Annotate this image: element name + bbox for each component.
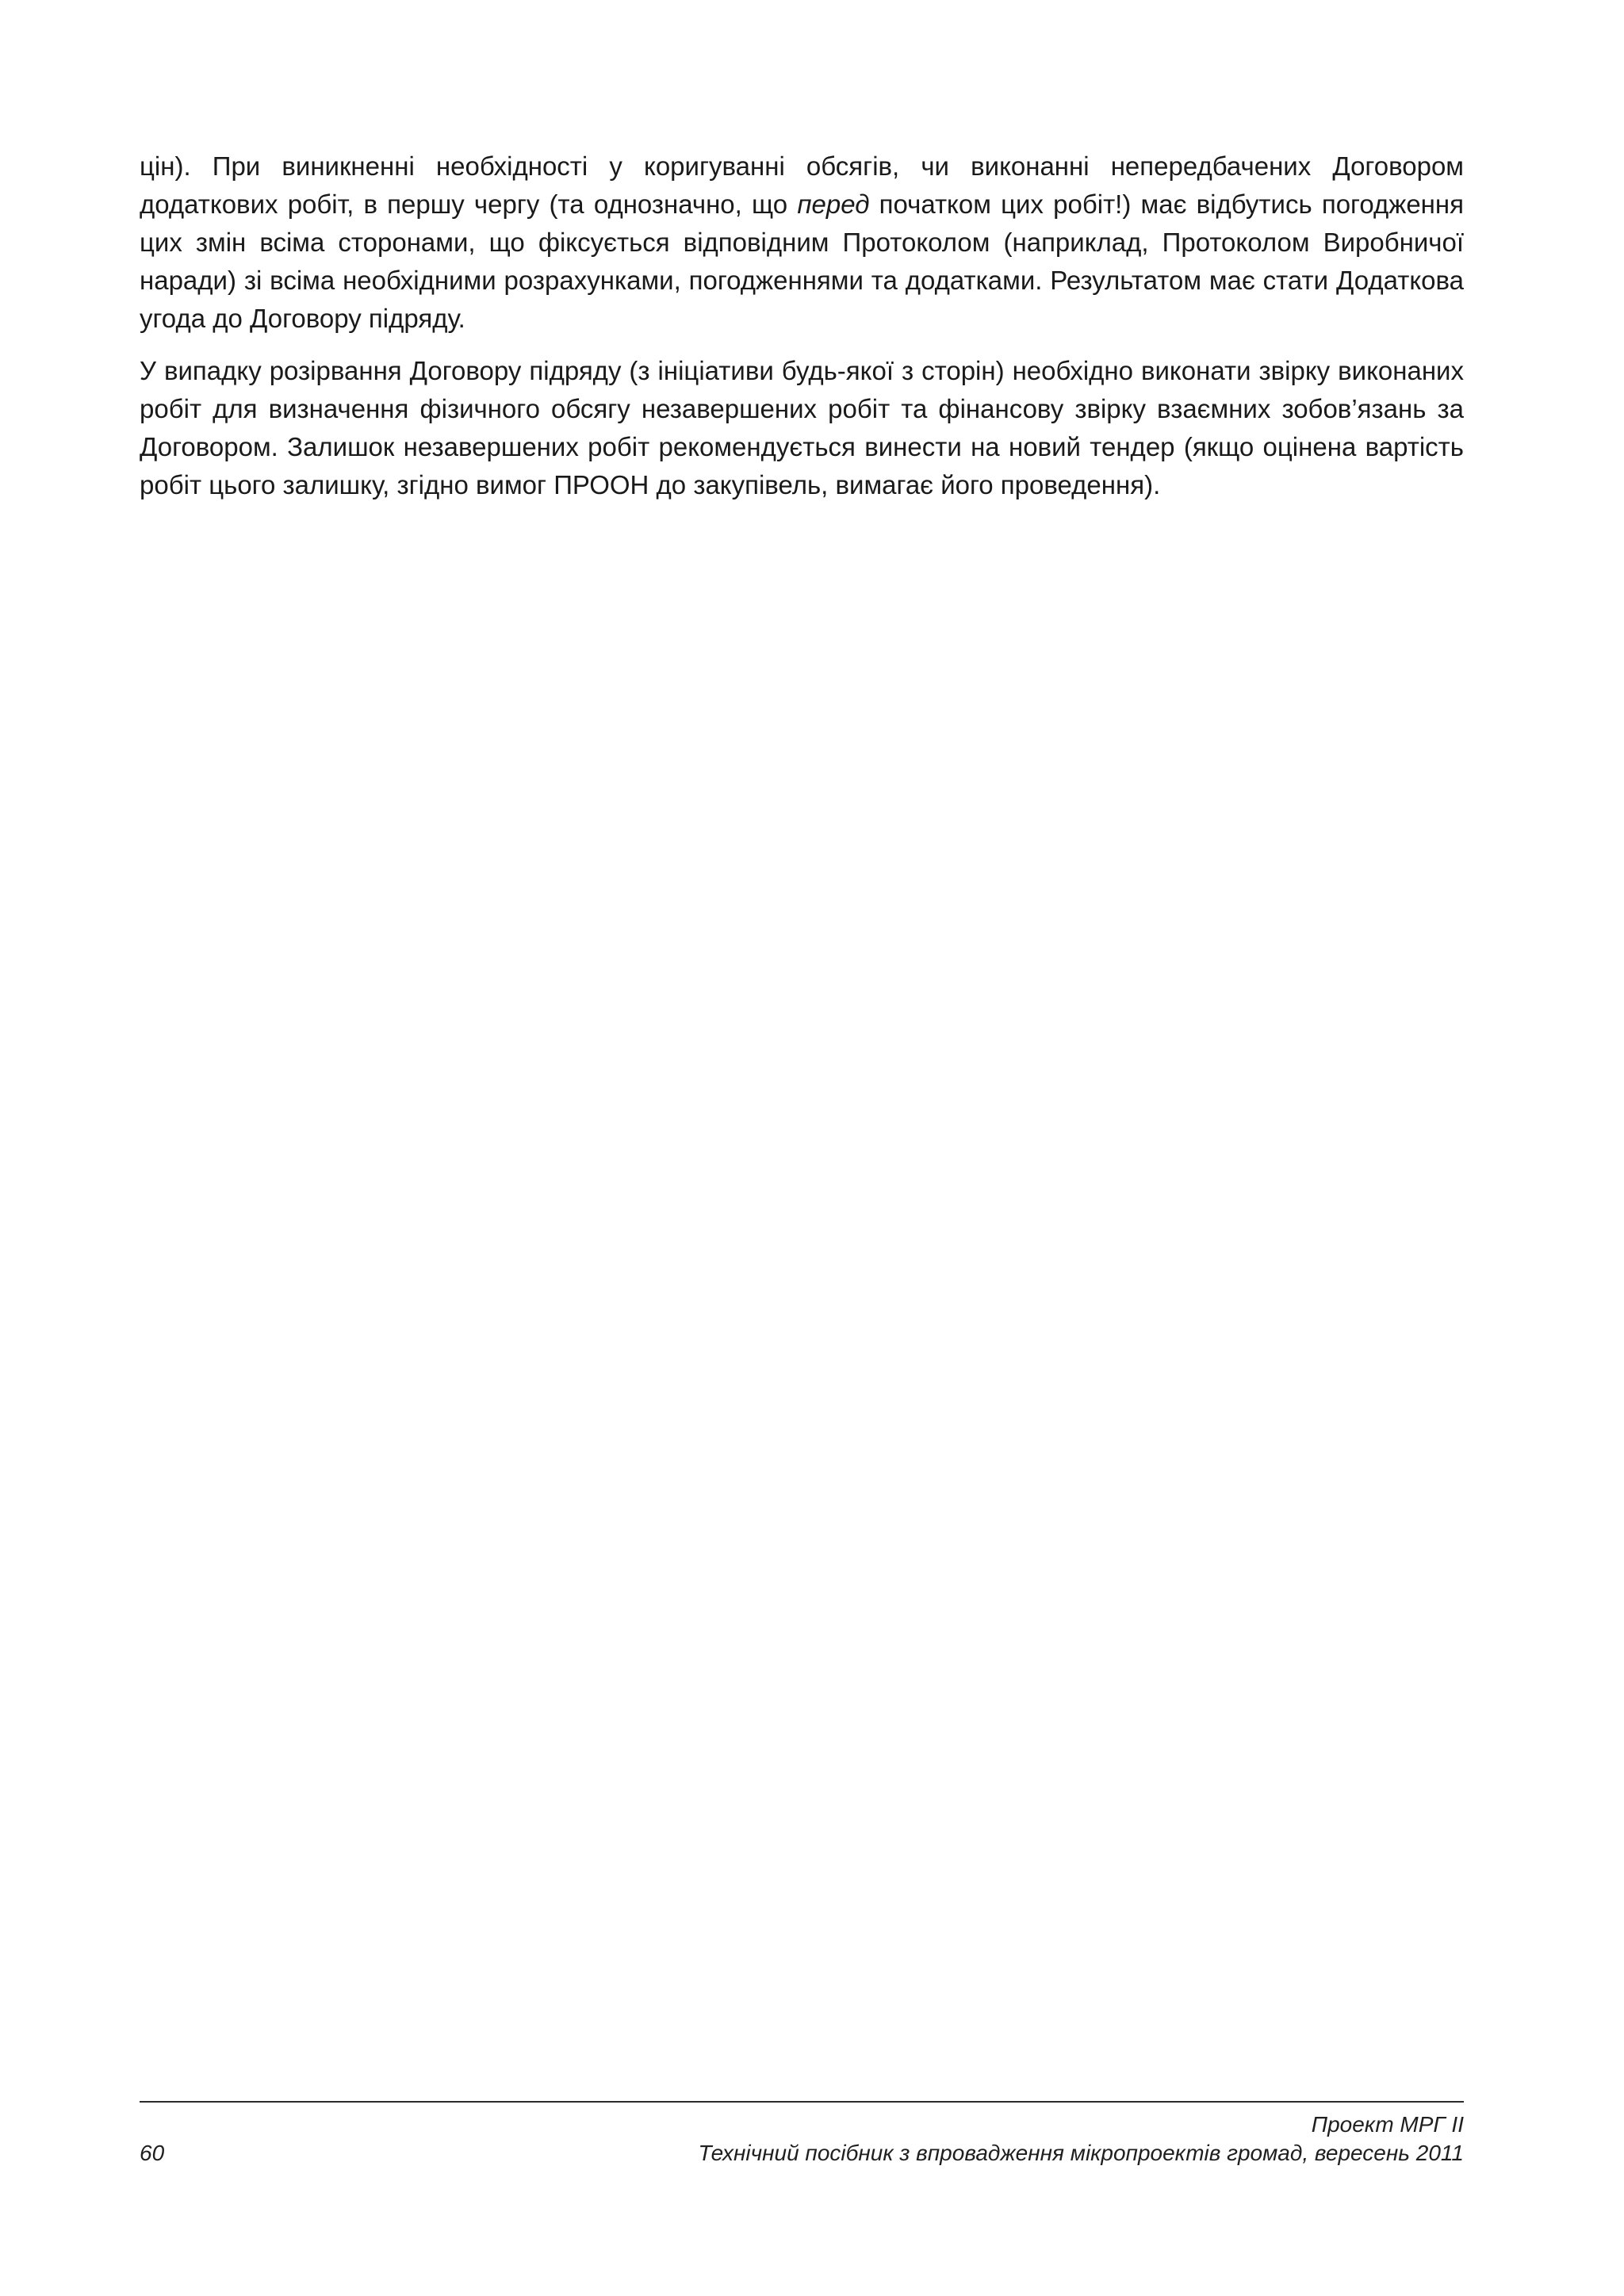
footer-project-name: Проект МРГ ІІ: [1311, 2112, 1464, 2137]
paragraph-1-text-start: цін). При виникненні необхідності у коригуванні обсягів, чи виконанні непередбачених Договором додаткових робіт, в першу чергу (та однозначно, що: [140, 151, 1464, 219]
paragraph-1-text-end: початком цих робіт!) має відбутись погодження цих змін всіма сторонами, що фіксується відповідним Протоколом (наприклад, Протоколом Виробничої наради) зі всіма необхідними розрахунками, погодженнями та додатками. Результатом має стати Додаткова угода до Договору підряду.: [140, 189, 1464, 333]
paragraph-contract-changes: [140, 147, 1464, 338]
main-content: [140, 147, 1464, 519]
paragraph-contract-termination: У випадку розірвання Договору підряду (з ініціативи будь-якої з сторін) необхідно виконати звірку виконаних робіт для визначення фізичного обсягу незавершених робіт та фінансову звірку взаємних зобов’язань за Договором. Залишок незавершених робіт рекомендується винести на новий тендер (якщо оцінена вартість робіт цього залишку, згідно вимог ПРООН до закупівель, вимагає його проведення).: [140, 356, 1464, 499]
footer-manual-title: Технічний посібник з впровадження мікропроектів громад, вересень 2011: [698, 2141, 1464, 2165]
page-number: 60: [140, 2141, 165, 2165]
paragraph-1-italic-word: перед: [797, 189, 870, 219]
footer-divider: [140, 2101, 1464, 2103]
